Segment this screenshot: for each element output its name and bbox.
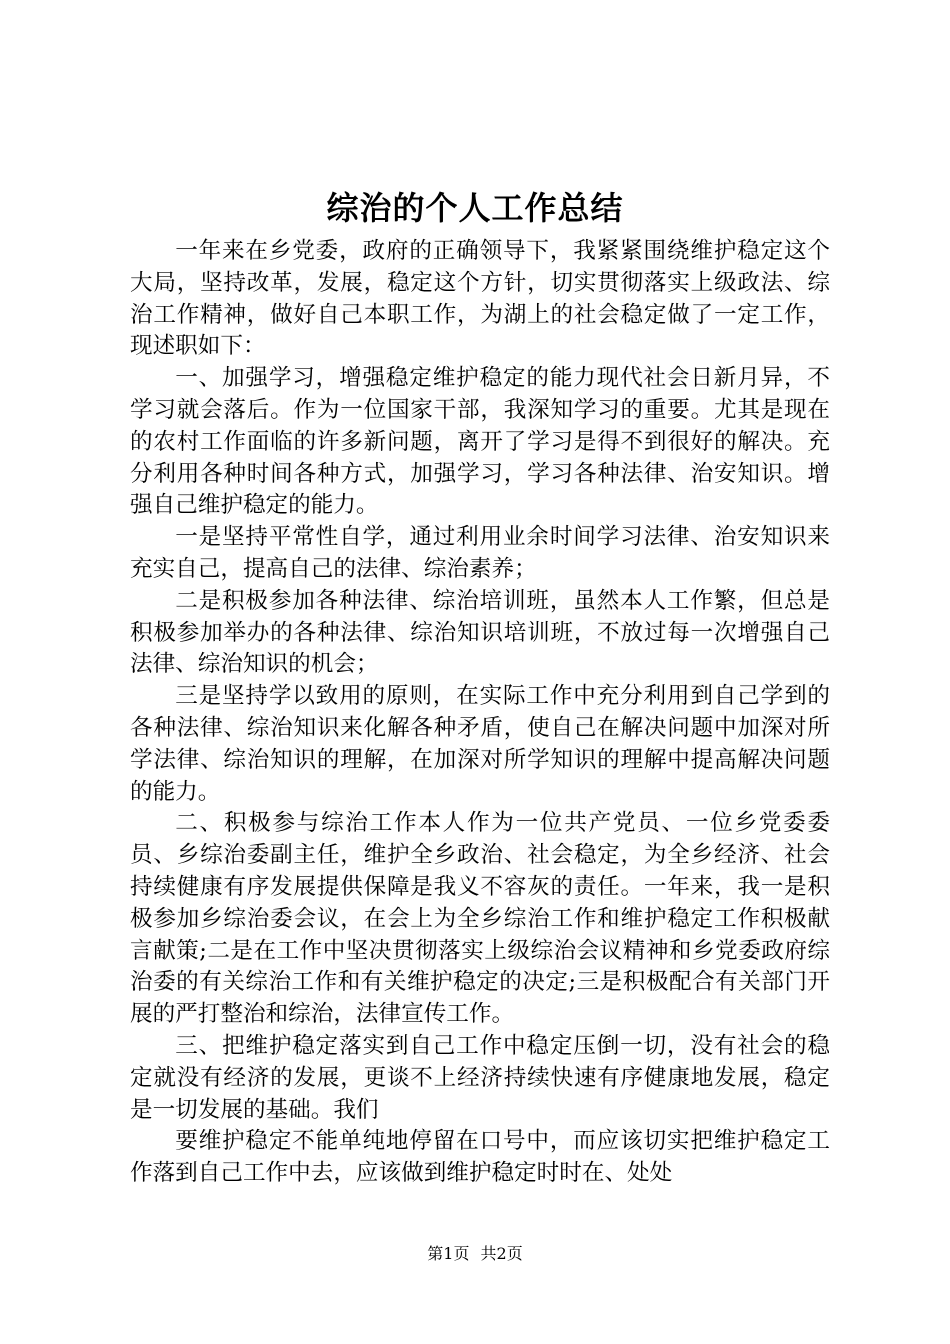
- paragraph-section-three: 三、把维护稳定落实到自己工作中稳定压倒一切，没有社会的稳定就没有经济的发展，更谈不上经济持续快速有序健康地发展，稳定是一切发展的基础。我们: [130, 1032, 830, 1123]
- document-body: [130, 236, 830, 1190]
- paragraph-item-three: 三是坚持学以致用的原则，在实际工作中充分利用到自己学到的各种法律、综治知识来化解各种矛盾，使自己在解决问题中加深对所学法律、综治知识的理解，在加深对所学知识的理解中提高解决问题的能力。: [130, 683, 830, 805]
- paragraph-continuation: 要维护稳定不能单纯地停留在口号中，而应该切实把维护稳定工作落到自己工作中去，应该做到维护稳定时时在、处处: [130, 1128, 830, 1187]
- page-footer: [0, 1243, 950, 1265]
- document-title: 综治的个人工作总结: [326, 189, 624, 227]
- paragraph-item-one: 一是坚持平常性自学，通过利用业余时间学习法律、治安知识来充实自己，提高自己的法律、综治素养；: [130, 524, 830, 582]
- page-total: 共2页: [480, 1244, 523, 1263]
- paragraph-intro: 一年来在乡党委，政府的正确领导下，我紧紧围绕维护稳定这个大局，坚持改革，发展，稳定这个方针，切实贯彻落实上级政法、综治工作精神，做好自己本职工作，为湖上的社会稳定做了一定工作，现述职如下：: [130, 238, 830, 360]
- paragraph-section-one: 一、加强学习，增强稳定维护稳定的能力现代社会日新月异，不学习就会落后。作为一位国家干部，我深知学习的重要。尤其是现在的农村工作面临的许多新问题，离开了学习是得不到很好的解决。充分利用各种时间各种方式，加强学习，学习各种法律、治安知识。增强自己维护稳定的能力。: [130, 365, 830, 519]
- paragraph-item-two: 二是积极参加各种法律、综治培训班，虽然本人工作繁，但总是积极参加举办的各种法律、综治知识培训班，不放过每一次增强自己法律、综治知识的机会；: [130, 587, 830, 678]
- paragraph-section-two: 二、积极参与综治工作本人作为一位共产党员、一位乡党委委员、乡综治委副主任，维护全乡政治、社会稳定，为全乡经济、社会持续健康有序发展提供保障是我义不容灰的责任。一年来，我一是积极参加乡综治委会议，在会上为全乡综治工作和维护稳定工作积极献言献策;二是在工作中坚决贯彻落实上级综治会议精神和乡党委政府综治委的有关综治工作和有关维护稳定的决定;三是积极配合有关部门开展的严打整治和综治，法律宣传工作。: [130, 810, 830, 1028]
- page-number: 第1页: [427, 1244, 470, 1263]
